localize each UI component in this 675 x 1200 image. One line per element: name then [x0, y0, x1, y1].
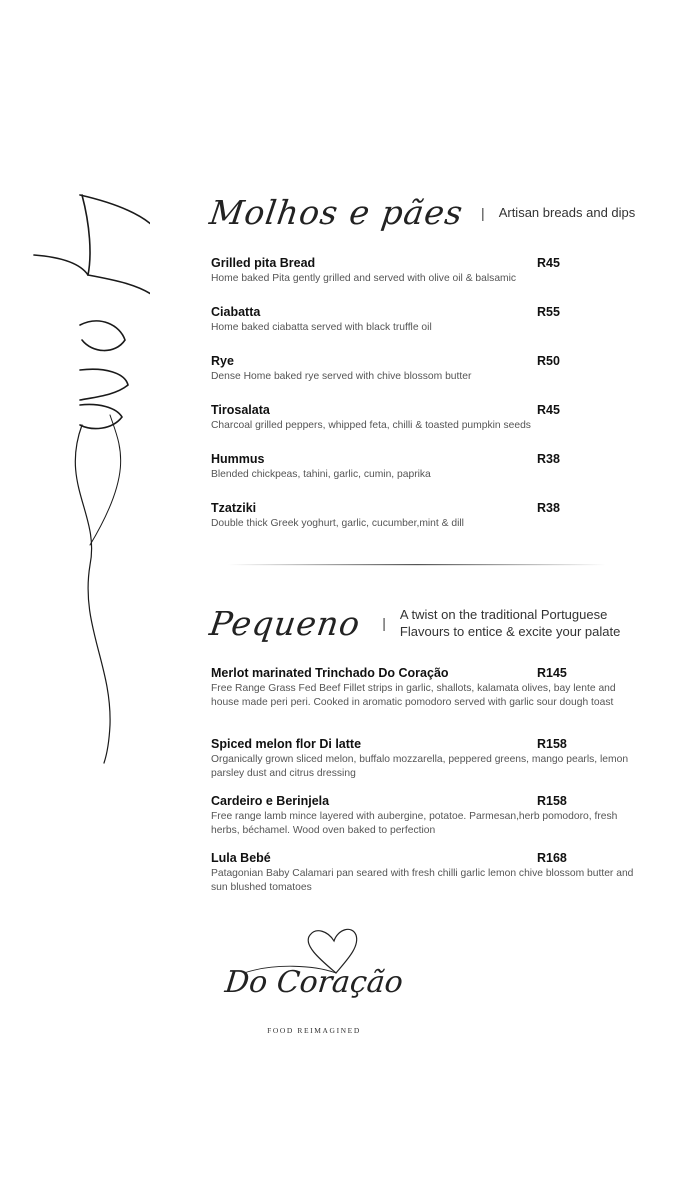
- item-price: R45: [537, 256, 560, 270]
- item-name: Spiced melon flor Di latte: [211, 737, 362, 751]
- item-price: R55: [537, 305, 560, 319]
- item-name: Cardeiro e Berinjela: [211, 794, 330, 808]
- menu-item: [211, 353, 560, 384]
- subtitle-line: Flavours to entice & excite your palate: [399, 624, 621, 639]
- menu-script-decoration: [20, 185, 150, 765]
- menu-item: [211, 451, 560, 482]
- menu-item: [211, 736, 636, 780]
- item-name: Hummus: [211, 452, 265, 466]
- item-description: Patagonian Baby Calamari pan seared with fresh chilli garlic lemon chive blossom butter and sun blushed tomatoes: [211, 868, 634, 893]
- menu-item: [211, 850, 636, 894]
- menu-item: [211, 665, 636, 709]
- item-price: R158: [537, 737, 567, 751]
- heading-separator: |: [382, 615, 386, 631]
- subtitle-line: A twist on the traditional Portuguese: [399, 607, 608, 622]
- item-name: Ciabatta: [211, 305, 261, 319]
- section-heading-molhos: [207, 193, 636, 232]
- item-price: R38: [537, 501, 560, 515]
- menu-item: [211, 793, 636, 837]
- section-subtitle: Artisan breads and dips: [498, 205, 636, 220]
- section-title: Molhos e pães: [207, 193, 466, 232]
- item-price: R158: [537, 794, 567, 808]
- section-divider: [228, 563, 606, 566]
- item-price: R38: [537, 452, 560, 466]
- section-heading-pequeno: [207, 603, 621, 643]
- item-price: R145: [537, 666, 567, 680]
- logo-tagline: FOOD REIMAGINED: [267, 1026, 361, 1035]
- item-description: Dense Home baked rye served with chive blossom butter: [211, 371, 472, 382]
- item-name: Grilled pita Bread: [211, 256, 316, 270]
- item-description: Free range lamb mince layered with aubergine, potatoe. Parmesan,herb pomodoro, fresh herbs, béchamel. Wood oven baked to perfection: [211, 811, 618, 836]
- item-price: R168: [537, 851, 567, 865]
- menu-item: [211, 402, 560, 433]
- heading-separator: |: [481, 204, 485, 221]
- item-description: Free Range Grass Fed Beef Fillet strips in garlic, shallots, kalamata olives, bay lente and house made peri peri. Cooked in aromatic pomodoro served with garlic sour dough toast: [211, 683, 616, 708]
- item-description: Organically grown sliced melon, buffalo mozzarella, peppered greens, mango pearls, lemon parsley dust and citrus dressing: [211, 754, 629, 779]
- section-subtitle: [400, 606, 620, 640]
- menu-item: [211, 255, 560, 286]
- item-description: Home baked Pita gently grilled and served with olive oil & balsamic: [211, 273, 517, 284]
- item-description: Charcoal grilled peppers, whipped feta, chilli & toasted pumpkin seeds: [211, 420, 531, 431]
- item-price: R45: [537, 403, 560, 417]
- item-name: Merlot marinated Trinchado Do Coração: [211, 666, 449, 680]
- menu-item: [211, 304, 560, 335]
- section-title: Pequeno: [207, 603, 364, 643]
- item-name: Lula Bebé: [211, 851, 271, 865]
- item-description: Home baked ciabatta served with black truffle oil: [211, 322, 432, 333]
- restaurant-logo: [214, 925, 414, 1040]
- logo-name: Do Coração: [223, 965, 405, 1000]
- item-name: Tirosalata: [211, 403, 270, 417]
- item-price: R50: [537, 354, 560, 368]
- item-description: Blended chickpeas, tahini, garlic, cumin, paprika: [211, 469, 431, 480]
- item-name: Rye: [211, 354, 234, 368]
- item-description: Double thick Greek yoghurt, garlic, cucumber,mint & dill: [211, 518, 464, 529]
- menu-item: [211, 500, 560, 531]
- item-name: Tzatziki: [211, 501, 257, 515]
